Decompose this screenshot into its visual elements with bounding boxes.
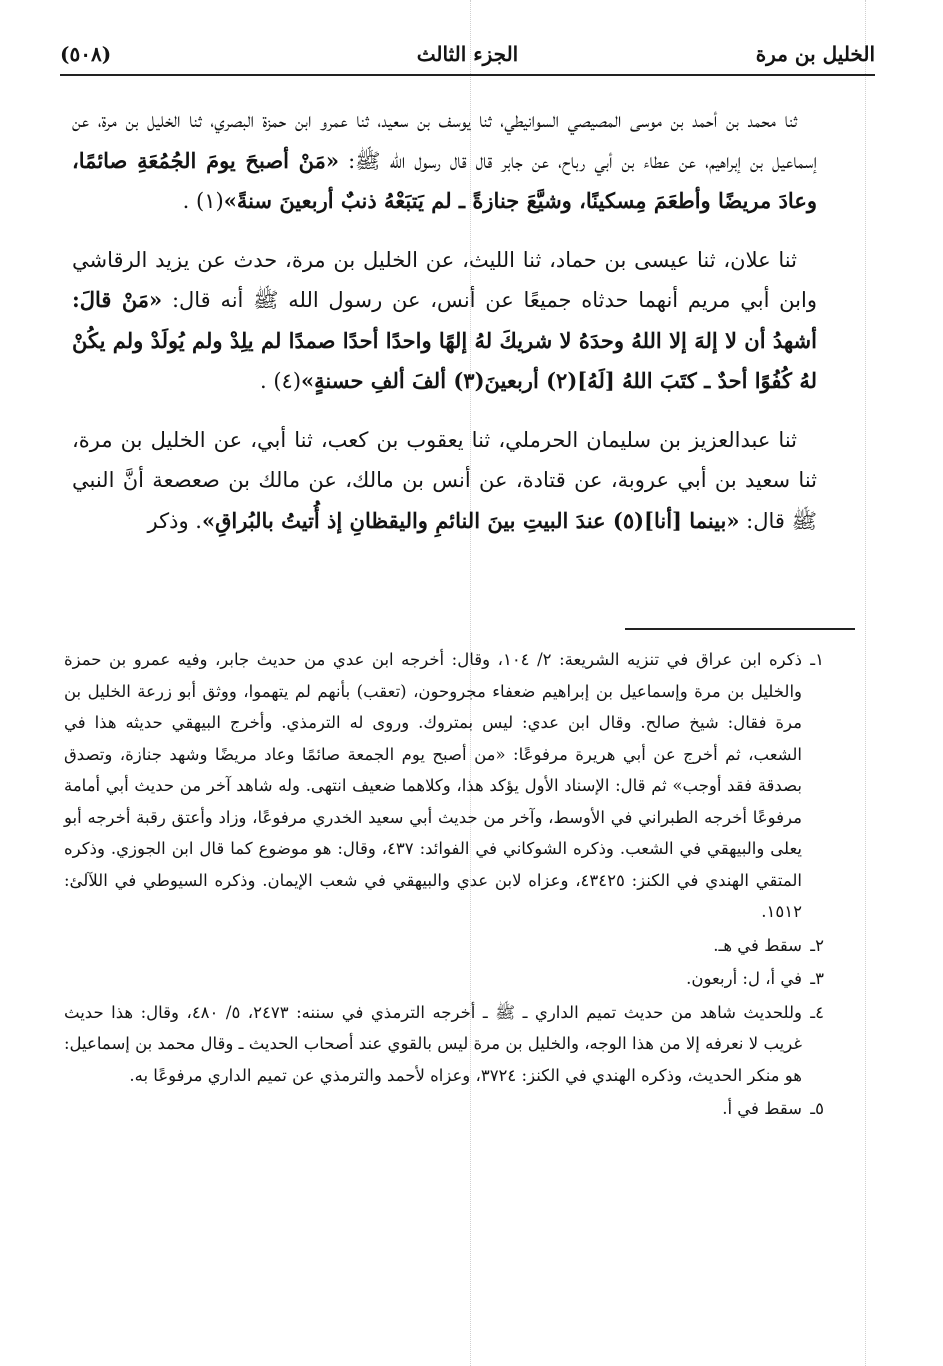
footnote (64, 644, 824, 928)
main-text (72, 100, 817, 559)
paragraph-tail: (٤) . (260, 369, 302, 393)
isnad-text: ثنا علان، ثنا عيسى بن حماد، ثنا الليث، عن الخليل بن مرة، حدث عن يزيد الرقاشي وابن أبي مريم أنهما حدثاه جميعًا عن أنس، عن رسول الله ﷺ أنه قال: (72, 247, 817, 312)
footnotes (64, 644, 824, 1127)
footnote (64, 930, 824, 962)
paragraph (72, 100, 817, 222)
isnad-text: ثنا عبدالعزيز بن سليمان الحرملي، ثنا يعقوب بن كعب، ثنا أبي، عن الخليل بن مرة، ثنا سعيد بن أبي عروبة، عن قتادة، عن أنس بن مالك، عن مالك بن صعصعة أنَّ النبي ﷺ قال: (72, 427, 817, 533)
header-rule (60, 74, 875, 76)
hadith-text: «مَنْ قالَ: أشهدُ أن لا إلهَ إلا اللهُ وحدَهُ لا شريكَ لهُ إلهًا واحدًا أحدًا صمدًا لم يلِدْ ولم يُولَدْ ولم يكُنْ لهُ كُفُوًا أحدٌ ـ كتَبَ اللهُ [لَهُ](٢) أربعينَ(٣) ألفَ ألفِ حسنةٍ» (72, 287, 817, 393)
page-header (60, 36, 875, 76)
isnad-text: ثنا محمد بن أحمد بن موسى المصيصي السوانيطي، ثنا يوسف بن سعيد، ثنا عمرو ابن حمزة البصري، ثنا الخليل بن مرة، عن إسماعيل بن إبراهيم، عن عطاء بن أبي رباح، عن جابر قال قال رسول الله ﷺ: (72, 108, 817, 173)
footnote-number: ٢ـ (810, 935, 824, 955)
page-number: (٥٠٨) (60, 42, 112, 66)
footnote (64, 963, 824, 995)
paragraph (72, 240, 817, 402)
footnote-separator (625, 628, 855, 630)
footnote-text: سقط في أ. (722, 1099, 802, 1118)
hadith-text: «مَنْ أصبحَ يومَ الجُمُعَةِ صائمًا، وعادَ مريضًا وأطعَمَ مِسكينًا، وشيَّعَ جنازةً ـ لم يَتبَعْهُ ذنبٌ أربعينَ سنةً» (72, 147, 817, 213)
footnote (64, 1093, 824, 1125)
volume-title: الجزء الثالث (416, 42, 519, 66)
paragraph-tail: . وذكر (147, 508, 202, 533)
footnote-number: ١ـ (810, 650, 824, 669)
footnote-number: ٤ـ (810, 1002, 824, 1022)
footnote-number: ٣ـ (810, 969, 824, 988)
footnote-number: ٥ـ (810, 1099, 824, 1118)
scan-artifact-line (865, 0, 866, 1366)
footnote-text: ذكره ابن عراق في تنزيه الشريعة: ٢/ ١٠٤، وقال: أخرجه ابن عدي من حديث جابر، وفيه عمرو بن حمزة والخليل بن مرة وإسماعيل بن إبراهيم ضعفاء مجروحون، (تعقب) بأنهم لم يتهموا، ووثق أبو زرعة الخليل بن مرة فقال: شيخ صالح. وقال ابن عدي: ليس بمتروك. وروى له الترمذي. وأخرج البيهقي حديثه هذا في الشعب، ثم أخرج عن أبي هريرة مرفوعًا: «من أصبح يوم الجمعة صائمًا وعاد مريضًا وشهد جنازة، وتصدق بصدقة فقد أوجب» ثم قال: الإسناد الأول يؤكد هذا، وكلاهما ضعيف انتهى. وله شاهد آخر من حديث أبي أمامة مرفوعًا أخرجه الطبراني في الأوسط، وآخر من حديث أبي سعيد الخدري مرفوعًا، وزاد وأعتق رقبة أخرجه أبو يعلى والبيهقي في الشعب. وذكره الشوكاني في الفوائد: ٤٣٧، وقال: هو موضوع كما قال ابن الجوزي. وذكره المتقي الهندي في الكنز: ٤٣٤٢٥، وعزاه لابن عدي والبيهقي في شعب الإيمان. وذكره السيوطي في اللآلئ: ١٥١٢. (64, 650, 803, 921)
footnote-text: وللحديث شاهد من حديث تميم الداري ـ ﷺ ـ أخرجه الترمذي في سننه: ٢٤٧٣، ٥/ ٤٨٠، وقال: هذا حديث غريب لا نعرفه إلا من هذا الوجه، والخليل بن مرة ليس بالقوي عند أصحاب الحديث ـ وقال محمد بن إسماعيل: هو منكر الحديث، وذكره الهندي في الكنز: ٣٧٢٤، وعزاه لأحمد والترمذي عن تميم الداري مرفوعًا به. (64, 1002, 802, 1085)
hadith-text: «بينما [أنا](٥) عندَ البيتِ بينَ النائمِ واليقظانِ إذ أُتيتُ بالبُراقِ» (201, 507, 740, 533)
running-title: الخليل بن مرة (755, 42, 875, 66)
paragraph-tail: (١) . (182, 189, 224, 213)
footnote (64, 997, 824, 1092)
footnote-text: سقط في هـ. (713, 935, 802, 955)
footnote-text: في أ، ل: أربعون. (686, 969, 802, 988)
paragraph (72, 420, 817, 542)
